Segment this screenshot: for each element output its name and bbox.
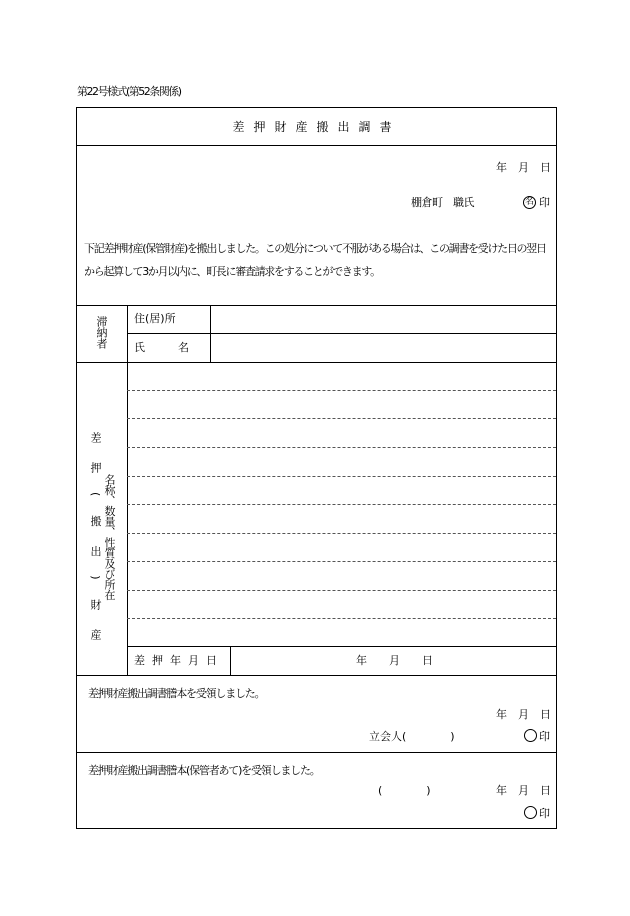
- property-line: [127, 390, 556, 391]
- seal-circle-icon: [524, 806, 537, 819]
- name-label: 氏 名: [134, 341, 189, 354]
- seal-label: 印: [539, 196, 550, 209]
- seizure-date-label: 差押年月日: [134, 654, 224, 667]
- name-mark: 名: [525, 197, 535, 207]
- divider: [76, 752, 557, 753]
- form-frame: [76, 107, 557, 829]
- seized-property-label: 差押(搬出)財産: [89, 432, 102, 659]
- seal-label: 印: [539, 730, 550, 743]
- custodian-receipt-statement: 差押財産搬出調書謄本(保管者あて)を受領しました。: [88, 764, 320, 777]
- header-date: 年 月 日: [496, 161, 551, 174]
- address-label: 住(居)所: [134, 312, 176, 325]
- divider: [230, 646, 231, 675]
- divider: [76, 675, 557, 676]
- seal-circle-icon: [524, 729, 537, 742]
- receipt-date: 年 月 日: [496, 708, 551, 721]
- divider: [76, 145, 557, 146]
- divider: [127, 305, 128, 675]
- property-line: [127, 590, 556, 591]
- seizure-date-value: 年 月 日: [356, 654, 433, 667]
- divider: [210, 305, 211, 362]
- divider: [76, 362, 557, 363]
- property-line: [127, 476, 556, 477]
- divider: [127, 333, 557, 334]
- property-line: [127, 447, 556, 448]
- divider: [127, 646, 557, 647]
- property-line: [127, 533, 556, 534]
- divider: [76, 305, 557, 306]
- custodian-receipt-date: 年 月 日: [496, 784, 551, 797]
- property-line: [127, 418, 556, 419]
- property-column-label: 名称、数量、性質及び所在: [103, 474, 116, 600]
- delinquent-label: 滞納者: [95, 316, 108, 349]
- authority-label: 棚倉町 職氏: [411, 196, 474, 209]
- receipt-statement: 差押財産搬出調書謄本を受領しました。: [88, 687, 265, 700]
- appeal-notice: 下記差押財産(保管財産)を搬出しました。この処分について不服がある場合は、この調書を受けた日の翌日から起算して3か月以内に、町長に審査請求をすることができます。: [84, 242, 546, 278]
- property-line: [127, 561, 556, 562]
- seal-label: 印: [539, 807, 550, 820]
- document-title: 差押財産搬出調書: [232, 120, 401, 134]
- witness-label: 立会人( ): [369, 730, 455, 743]
- property-line: [127, 618, 556, 619]
- property-line: [127, 504, 556, 505]
- form-number-label: 第22号様式(第52条関係): [77, 85, 181, 98]
- custodian-name-paren: ( ): [378, 784, 431, 797]
